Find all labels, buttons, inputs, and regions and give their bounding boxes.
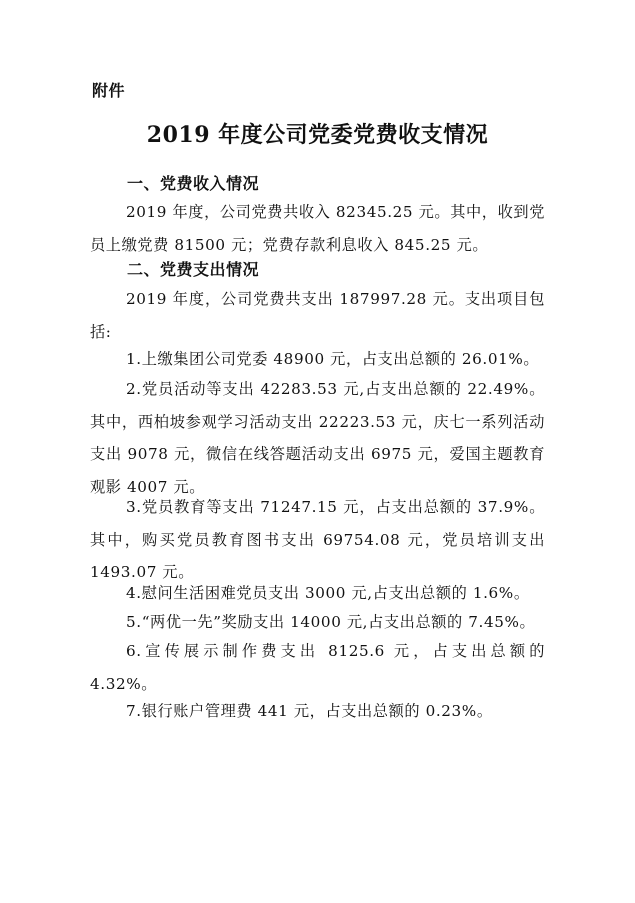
expenditure-item-2: 2.党员活动等支出 42283.53 元,占支出总额的 22.49%。其中，西柏坡参观学习活动支出 22223.53 元，庆七一系列活动支出 9078 元，微信在线答题活动支出 6975 元，爱国主题教育观影 4007 元。 <box>90 380 545 496</box>
expenditure-item-7: 7.银行账户管理费 441 元，占支出总额的 0.23%。 <box>126 702 493 720</box>
income-paragraph: 2019 年度，公司党费共收入 82345.25 元。其中，收到党员上缴党费 81500 元；党费存款利息收入 845.25 元。 <box>90 203 545 254</box>
expenditure-item-3: 3.党员教育等支出 71247.15 元，占支出总额的 37.9%。其中，购买党员教育图书支出 69754.08 元，党员培训支出 1493.07 元。 <box>90 498 545 581</box>
expenditure-item-5: 5.“两优一先”奖励支出 14000 元,占支出总额的 7.45%。 <box>126 613 536 631</box>
expenditure-intro-paragraph: 2019 年度，公司党费共支出 187997.28 元。支出项目包括: <box>90 290 545 341</box>
section-heading-expenditure: 二、党费支出情况 <box>127 260 260 279</box>
document-title: 2019 年度公司党委党费收支情况 <box>146 122 489 148</box>
expenditure-item-4: 4.慰问生活困难党员支出 3000 元,占支出总额的 1.6%。 <box>126 584 530 602</box>
expenditure-item-1: 1.上缴集团公司党委 48900 元，占支出总额的 26.01%。 <box>126 350 540 368</box>
section-heading-income: 一、党费收入情况 <box>127 174 260 193</box>
expenditure-item-6: 6.宣传展示制作费支出 8125.6 元，占支出总额的 4.32%。 <box>90 642 545 693</box>
attachment-label: 附件 <box>92 81 126 100</box>
